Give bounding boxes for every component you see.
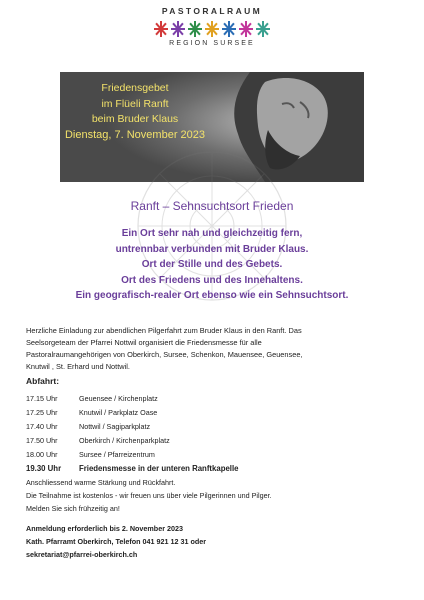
departure-place: Sursee / Pfarreizentrum <box>79 450 155 459</box>
closing-line: Melden Sie sich frühzeitig an! <box>26 504 120 514</box>
logo-star-icon <box>221 19 237 39</box>
departure-time: 18.00 Uhr <box>26 450 58 459</box>
departure-row <box>26 392 406 406</box>
header <box>0 6 424 47</box>
hero-line-3: beim Bruder Klaus <box>91 113 179 125</box>
departures-heading: Abfahrt: <box>26 376 60 386</box>
departure-place: Geuensee / Kirchenplatz <box>79 394 158 403</box>
intro-paragraph <box>26 325 398 373</box>
departure-time: 17.25 Uhr <box>26 408 58 417</box>
departure-row <box>26 420 406 434</box>
departure-time: 17.40 Uhr <box>26 422 58 431</box>
page-title: Ranft – Sehnsuchtsort Frieden <box>130 199 294 213</box>
departures-list <box>26 392 406 476</box>
registration-info <box>26 522 406 562</box>
closing-paragraph <box>26 476 406 516</box>
hero-date: Dienstag, 7. November 2023 <box>64 128 206 141</box>
departure-time: 17.15 Uhr <box>26 394 58 403</box>
logo-star-icon <box>187 19 203 39</box>
mass-time: 19.30 Uhr <box>26 464 62 473</box>
hero-line-2: im Flüeli Ranft <box>101 97 169 110</box>
brand-name: PASTORALRAUM <box>161 6 263 16</box>
departure-row <box>26 434 406 448</box>
lead-line: Ein geografisch-realer Ort ebenso wie ein Sehnsuchtsort. <box>75 290 349 301</box>
lead-line: untrennbar verbunden mit Bruder Klaus. <box>115 243 309 255</box>
registration-deadline: Anmeldung erforderlich bis 2. November 2023 <box>26 524 183 533</box>
mass-row <box>26 462 406 476</box>
logo-star-icon <box>170 19 186 39</box>
departure-row <box>26 406 406 420</box>
logo-star-icon <box>153 19 169 39</box>
lead-line: Ort des Friedens und des Innehaltens. <box>121 274 303 286</box>
hero-line-1: Friedensgebet <box>101 82 169 94</box>
logo-star-icon <box>255 19 271 39</box>
lead-line: Ort der Stille und des Gebets. <box>141 259 283 270</box>
departure-place: Oberkirch / Kirchenparkplatz <box>79 436 170 445</box>
logo-star-icon <box>238 19 254 39</box>
departure-place: Nottwil / Sagiparkplatz <box>79 422 151 431</box>
closing-line: Anschliessend warme Stärkung und Rückfahrt. <box>26 478 176 487</box>
lead-text <box>0 226 424 304</box>
logo-star-icon <box>204 19 220 39</box>
departure-place: Knutwil / Parkplatz Oase <box>79 408 158 417</box>
departure-row <box>26 448 406 462</box>
intro-line: Pastoralraumangehörigen von Oberkirch, Sursee, Schenkon, Mauensee, Geuensee, <box>26 350 303 359</box>
registration-phone: Kath. Pfarramt Oberkirch, Telefon 041 921 12 31 oder <box>26 537 207 547</box>
closing-line: Die Teilnahme ist kostenlos - wir freuen uns über viele Pilgerinnen und Pilger. <box>26 491 272 501</box>
registration-email[interactable]: sekretariat@pfarrei-oberkirch.ch <box>26 550 138 560</box>
intro-line: Knutwil , St. Erhard und Nottwil. <box>26 362 130 371</box>
brand-region: REGION SURSEE <box>169 40 255 47</box>
departure-time: 17.50 Uhr <box>26 436 58 445</box>
mass-place: Friedensmesse in der unteren Ranftkapelle <box>79 464 239 473</box>
intro-line: Seelsorgeteam der Pfarrei Nottwil organisiert die Friedensmesse für alle <box>26 338 262 347</box>
logo-stars <box>0 19 424 39</box>
hero-text <box>60 81 210 143</box>
intro-line: Herzliche Einladung zur abendlichen Pilgerfahrt zum Bruder Klaus in den Ranft. Das <box>26 326 302 335</box>
lead-line: Ein Ort sehr nah und gleichzeitig fern, <box>121 228 303 239</box>
